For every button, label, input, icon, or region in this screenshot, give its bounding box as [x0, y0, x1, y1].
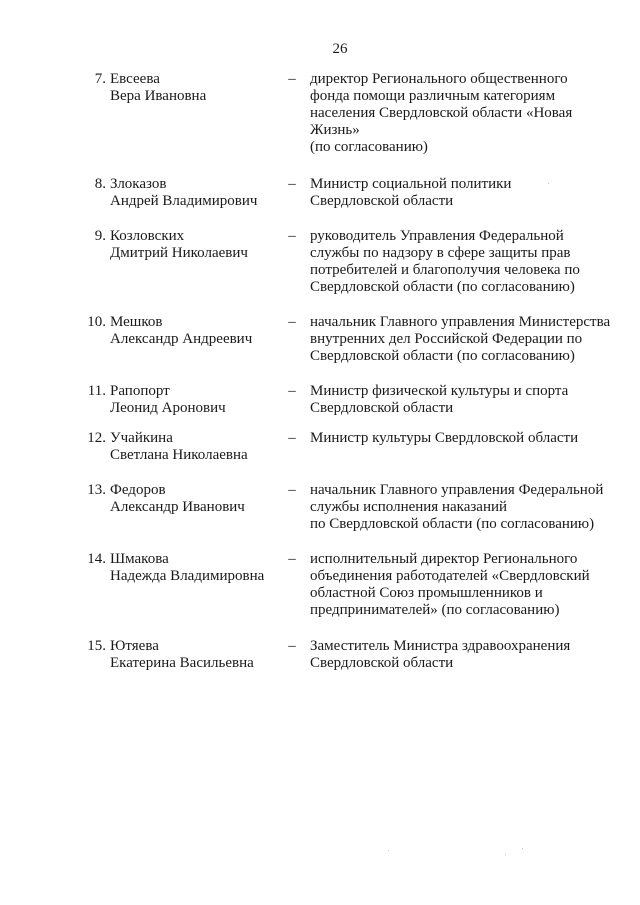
position-line: исполнительный директор Регионального [310, 551, 578, 567]
position-line: по Свердловской области (по согласованию) [310, 516, 595, 532]
separator-dash: – [288, 638, 296, 654]
member-name [110, 551, 280, 585]
member-given-names: Надежда Владимировна [110, 568, 265, 584]
entry-number: 7. [94, 71, 106, 87]
position-line: населения Свердловской области «Новая [310, 105, 573, 121]
member-given-names: Леонид Аронович [110, 400, 226, 416]
member-surname: Ютяева [110, 638, 159, 654]
position-line: Свердловской области [310, 400, 454, 416]
member-given-names: Александр Андреевич [110, 331, 253, 347]
position-line: потребителей и благополучия человека по [310, 262, 580, 278]
separator-dash: – [288, 430, 296, 446]
entry-number: 8. [94, 176, 106, 192]
position-line: Министр социальной политики [310, 176, 512, 192]
page-number: 26 [332, 41, 348, 57]
member-position [310, 430, 615, 447]
position-line: фонда помощи различным категориям [310, 88, 556, 104]
member-given-names: Александр Иванович [110, 499, 245, 515]
member-position [310, 71, 615, 156]
scan-speck [388, 850, 389, 851]
member-surname: Евсеева [110, 71, 160, 87]
scan-speck [522, 848, 523, 849]
member-given-names: Дмитрий Николаевич [110, 245, 248, 261]
member-position [310, 482, 615, 533]
position-line: предпринимателей» (по согласованию) [310, 602, 560, 618]
entry-number: 13. [87, 482, 106, 498]
separator-dash: – [288, 176, 296, 192]
position-line: Свердловской области [310, 655, 454, 671]
member-surname: Злоказов [110, 176, 167, 192]
position-line: директор Регионального общественного [310, 71, 568, 87]
position-line: областной Союз промышленников и [310, 585, 543, 601]
position-line: Заместитель Министра здравоохранения [310, 638, 571, 654]
member-position [310, 228, 615, 296]
member-surname: Рапопорт [110, 383, 170, 399]
position-line: службы исполнения наказаний [310, 499, 508, 515]
position-line: начальник Главного управления Министерства [310, 314, 611, 330]
member-surname: Федоров [110, 482, 166, 498]
member-surname: Шмакова [110, 551, 169, 567]
entry-number: 15. [87, 638, 106, 654]
member-position [310, 383, 615, 417]
member-name [110, 430, 280, 464]
separator-dash: – [288, 383, 296, 399]
position-line: внутренних дел Российской Федерации по [310, 331, 583, 347]
member-position [310, 638, 615, 672]
position-line: Свердловской области (по согласованию) [310, 348, 575, 364]
member-surname: Мешков [110, 314, 163, 330]
position-line: службы по надзору в сфере защиты прав [310, 245, 571, 261]
position-line: Министр физической культуры и спорта [310, 383, 569, 399]
position-line: объединения работодателей «Свердловский [310, 568, 590, 584]
member-surname: Козловских [110, 228, 185, 244]
member-position [310, 314, 615, 365]
separator-dash: – [288, 482, 296, 498]
entry-number: 12. [87, 430, 106, 446]
position-line: Свердловской области [310, 193, 454, 209]
member-position [310, 176, 615, 210]
member-position [310, 551, 615, 619]
position-line: начальник Главного управления Федеральной [310, 482, 604, 498]
separator-dash: – [288, 314, 296, 330]
entry-number: 11. [87, 383, 106, 399]
member-name [110, 383, 280, 417]
scan-speck [505, 854, 506, 855]
separator-dash: – [288, 551, 296, 567]
member-name [110, 228, 280, 262]
member-name [110, 638, 280, 672]
position-line: Министр культуры Свердловской области [310, 430, 579, 446]
member-name [110, 482, 280, 516]
position-line: Свердловской области (по согласованию) [310, 279, 575, 295]
member-given-names: Светлана Николаевна [110, 447, 248, 463]
separator-dash: – [288, 71, 296, 87]
entry-number: 9. [94, 228, 106, 244]
position-line: руководитель Управления Федеральной [310, 228, 564, 244]
member-given-names: Екатерина Васильевна [110, 655, 254, 671]
member-surname: Учайкина [110, 430, 173, 446]
member-given-names: Вера Ивановна [110, 88, 207, 104]
separator-dash: – [288, 228, 296, 244]
scan-speck [548, 183, 549, 184]
entry-number: 14. [87, 551, 106, 567]
position-line: (по согласованию) [310, 139, 428, 155]
position-line: Жизнь» [310, 122, 360, 138]
member-name [110, 314, 280, 348]
member-given-names: Андрей Владимирович [110, 193, 258, 209]
entry-number: 10. [87, 314, 106, 330]
member-name [110, 176, 280, 210]
member-name [110, 71, 280, 105]
